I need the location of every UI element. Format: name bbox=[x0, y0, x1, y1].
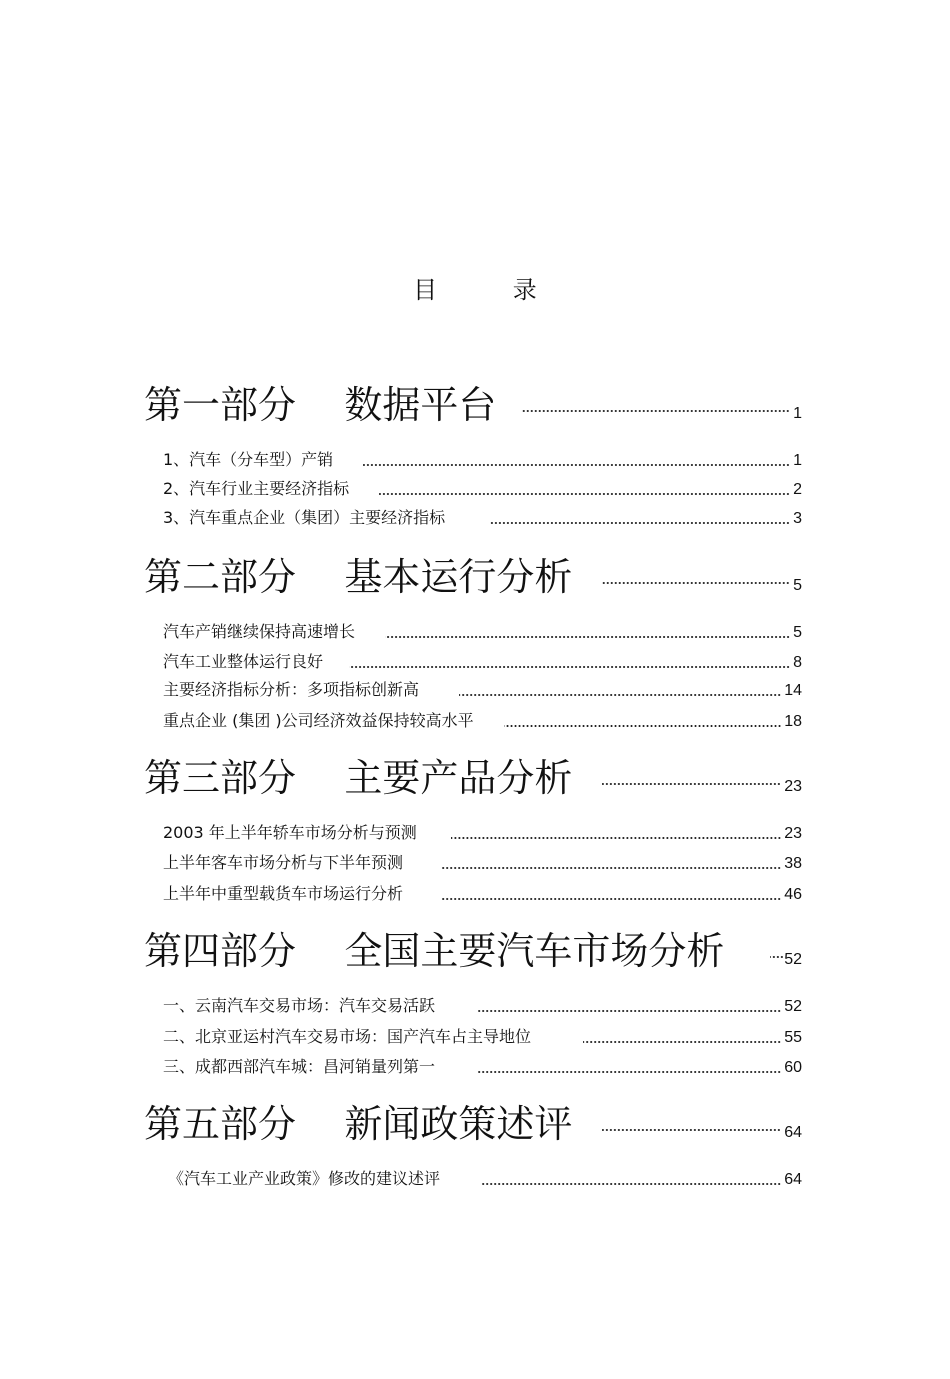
toc-entry-label: 二、北京亚运村汽车交易市场：国产汽车占主导地位 bbox=[163, 1027, 532, 1046]
toc-page-number: 1 bbox=[793, 405, 802, 422]
toc-page-number: 64 bbox=[784, 1124, 802, 1141]
toc-entry-label: 主要经济指标分析：多项指标创新高 bbox=[163, 680, 420, 699]
toc-part-3[interactable] bbox=[144, 756, 802, 800]
dot-leader bbox=[385, 635, 790, 639]
toc-title: 目 录 bbox=[413, 276, 571, 304]
toc-entry-label: 重点企业 (集团 )公司经济效益保持较高水平 bbox=[163, 711, 474, 730]
toc-entry-label: 一、云南汽车交易市场：汽车交易活跃 bbox=[163, 996, 436, 1015]
toc-part-label: 第五部分 新闻政策述评 bbox=[144, 1102, 573, 1146]
toc-entry[interactable] bbox=[163, 822, 802, 844]
toc-page-number: 23 bbox=[784, 778, 802, 795]
toc-entry[interactable] bbox=[163, 478, 802, 500]
toc-page-number: 8 bbox=[793, 654, 802, 671]
toc-entry-label: 三、成都西部汽车城：昌河销量列第一 bbox=[163, 1057, 436, 1076]
toc-part-4[interactable] bbox=[144, 929, 802, 973]
toc-page-number: 60 bbox=[784, 1059, 802, 1076]
toc-entry[interactable] bbox=[163, 621, 802, 643]
toc-part-label: 第一部分 数据平台 bbox=[144, 383, 497, 427]
toc-part-1[interactable] bbox=[144, 383, 802, 427]
dot-leader bbox=[363, 463, 790, 467]
toc-part-label: 第三部分 主要产品分析 bbox=[144, 756, 573, 800]
dot-leader bbox=[522, 409, 790, 413]
toc-entry[interactable] bbox=[163, 852, 802, 874]
toc-page-number: 52 bbox=[784, 951, 802, 968]
toc-part-label: 第四部分 全国主要汽车市场分析 bbox=[144, 929, 725, 973]
toc-part-2[interactable] bbox=[144, 555, 802, 599]
dot-leader bbox=[504, 724, 782, 728]
toc-page-number: 2 bbox=[793, 481, 802, 498]
toc-entry[interactable] bbox=[163, 883, 802, 905]
toc-entry-label: 1、汽车（分车型）产销 bbox=[163, 450, 334, 469]
toc-entry[interactable] bbox=[163, 1056, 802, 1078]
dot-leader bbox=[602, 1128, 781, 1132]
toc-page-number: 1 bbox=[793, 452, 802, 469]
dot-leader bbox=[583, 1040, 781, 1044]
toc-entry-label: 2003 年上半年轿车市场分析与预测 bbox=[163, 823, 417, 842]
toc-entry-label: 上半年客车市场分析与下半年预测 bbox=[163, 853, 404, 872]
toc-entry[interactable] bbox=[163, 710, 802, 732]
toc-page-number: 23 bbox=[784, 825, 802, 842]
toc-page-number: 46 bbox=[784, 886, 802, 903]
dot-leader bbox=[482, 1182, 781, 1186]
toc-entry[interactable] bbox=[163, 507, 802, 529]
toc-entry[interactable] bbox=[163, 1026, 802, 1048]
toc-part-label: 第二部分 基本运行分析 bbox=[144, 555, 573, 599]
toc-entry-label: 2、汽车行业主要经济指标 bbox=[163, 479, 350, 498]
toc-entry-label: 汽车工业整体运行良好 bbox=[163, 652, 324, 671]
dot-leader bbox=[441, 897, 781, 901]
toc-page-number: 38 bbox=[784, 855, 802, 872]
dot-leader bbox=[489, 521, 790, 525]
dot-leader bbox=[602, 782, 781, 786]
dot-leader bbox=[451, 836, 781, 840]
toc-part-5[interactable] bbox=[144, 1102, 802, 1146]
toc-entry-label: 3、汽车重点企业（集团）主要经济指标 bbox=[163, 508, 446, 527]
dot-leader bbox=[602, 581, 790, 585]
toc-entry[interactable] bbox=[163, 679, 802, 701]
dot-leader bbox=[441, 866, 781, 870]
toc-entry[interactable] bbox=[168, 1168, 802, 1190]
toc-entry[interactable] bbox=[163, 995, 802, 1017]
toc-entry-label: 汽车产销继续保持高速增长 bbox=[163, 622, 356, 641]
toc-page-number: 64 bbox=[784, 1171, 802, 1188]
toc-page-number: 5 bbox=[793, 577, 802, 594]
toc-page-number: 55 bbox=[784, 1029, 802, 1046]
dot-leader bbox=[477, 1070, 781, 1074]
dot-leader bbox=[349, 665, 790, 669]
dot-leader bbox=[459, 693, 781, 697]
toc-entry[interactable] bbox=[163, 449, 802, 471]
toc-page-number: 18 bbox=[784, 713, 802, 730]
toc-entry-label: 上半年中重型载货车市场运行分析 bbox=[163, 884, 404, 903]
toc-page-number: 14 bbox=[784, 682, 802, 699]
toc-page-number: 52 bbox=[784, 998, 802, 1015]
dot-leader bbox=[770, 955, 784, 959]
toc-page-number: 5 bbox=[793, 624, 802, 641]
toc-entry-label: 《汽车工业产业政策》修改的建议述评 bbox=[168, 1169, 441, 1188]
toc-entry[interactable] bbox=[163, 651, 802, 673]
dot-leader bbox=[379, 492, 790, 496]
dot-leader bbox=[477, 1009, 781, 1013]
toc-page-number: 3 bbox=[793, 510, 802, 527]
